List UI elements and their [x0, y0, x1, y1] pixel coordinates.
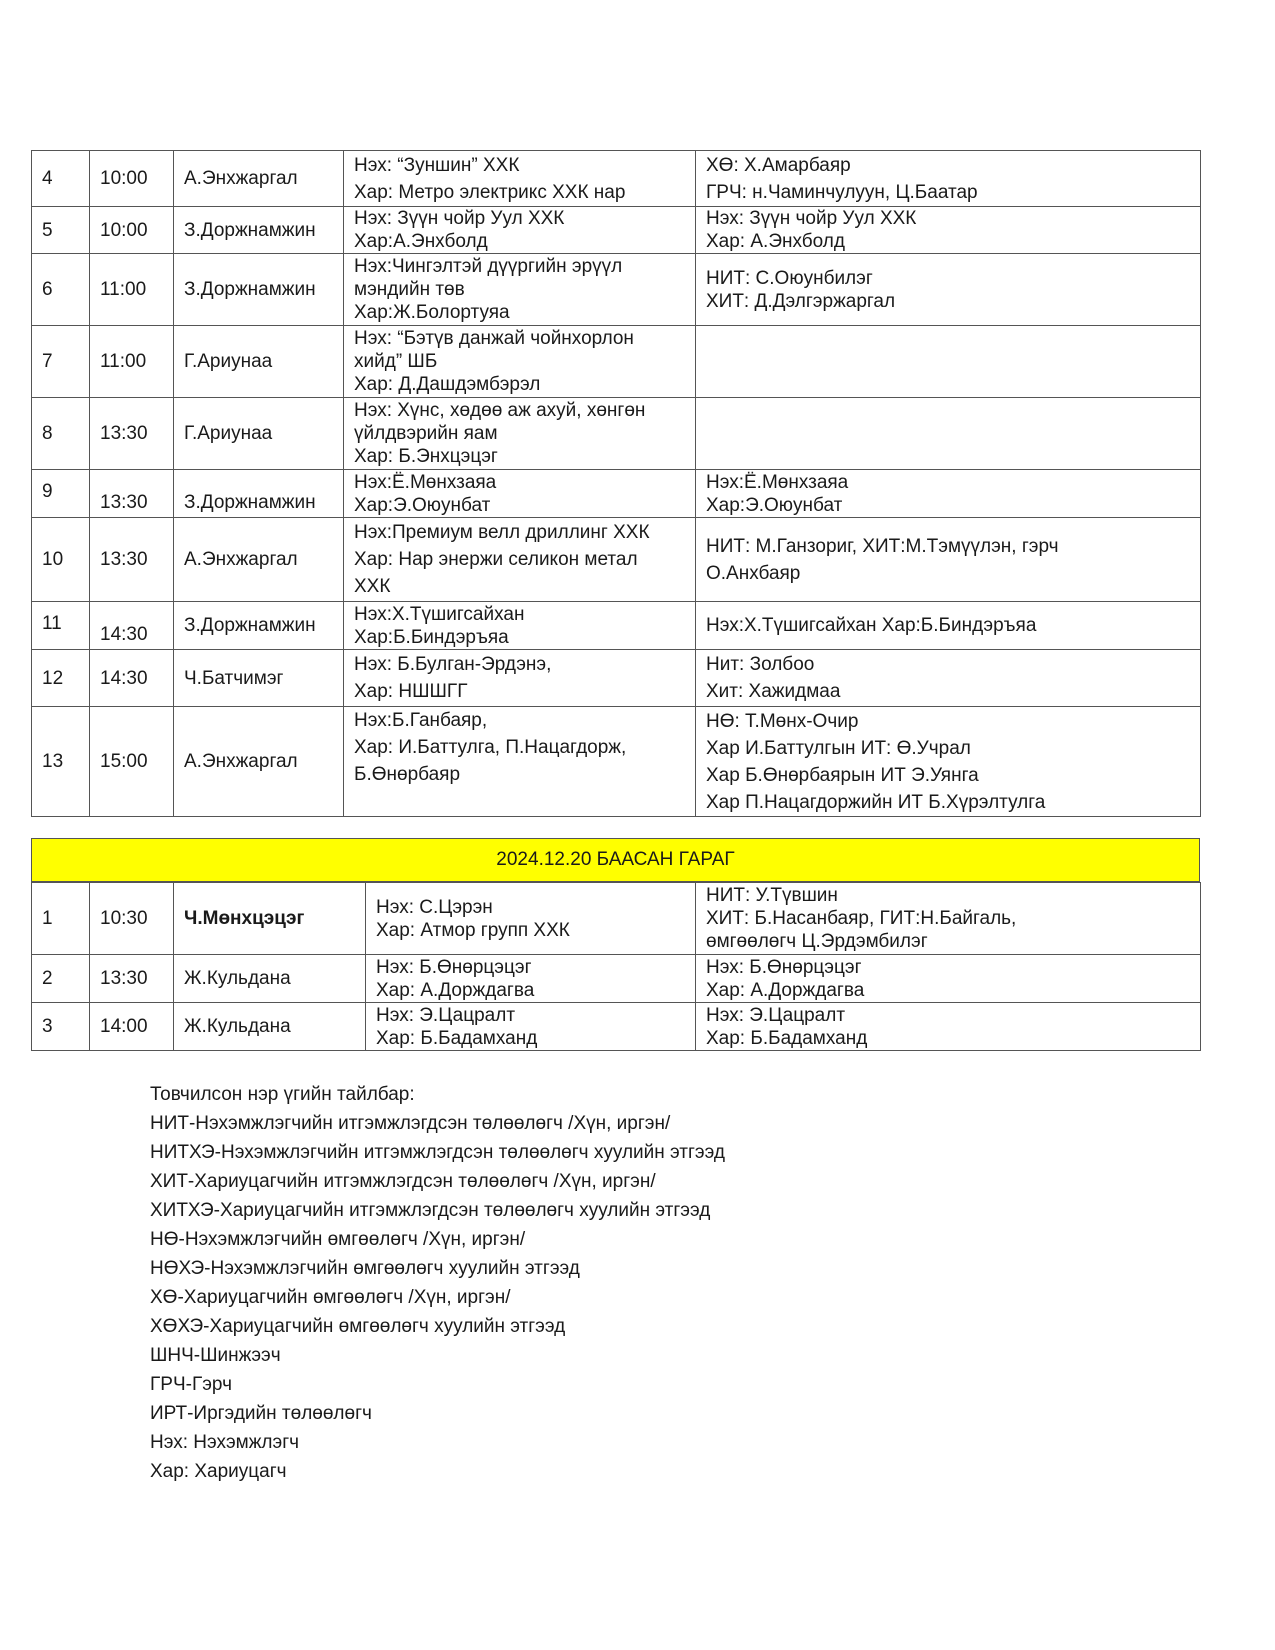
- schedule-table-dec20: [31, 882, 1201, 1051]
- parties-cell: [344, 470, 696, 518]
- parties-cell: [366, 955, 696, 1003]
- party-line: Б.Өнөрбаяр: [354, 764, 461, 785]
- hearing-time: 11:00: [90, 254, 174, 326]
- parties-cell: [344, 707, 696, 817]
- day-header: 2024.12.20 БААСАН ГАРАГ: [31, 838, 1200, 882]
- table-row: [32, 518, 1201, 602]
- party-line: Хар: И.Баттулга, П.Нацагдорж,: [354, 737, 627, 758]
- legend-item: ХӨХЭ-Хариуцагчийн өмгөөлөгч хуулийн этгээд: [150, 1316, 566, 1337]
- participant-line: ГРЧ: н.Чаминчулуун, Ц.Баатар: [706, 181, 978, 203]
- party-line: Нэх: Э.Цацралт: [376, 1004, 516, 1026]
- case-number: 8: [32, 398, 90, 470]
- participant-line: ХИТ: Д.Дэлгэржаргал: [706, 290, 896, 312]
- participant-line: НӨ: Т.Мөнх-Очир: [706, 710, 859, 732]
- case-number: 6: [32, 254, 90, 326]
- participant-line: Хар И.Баттулгын ИТ: Ө.Учрал: [706, 737, 971, 759]
- participants-cell: [696, 518, 1201, 602]
- party-line: Нэх: Хүнс, хөдөө аж ахуй, хөнгөн: [354, 400, 646, 421]
- participants-cell: [696, 207, 1201, 254]
- hearing-time: 13:30: [90, 518, 174, 602]
- participants-cell: [696, 650, 1201, 707]
- participant-line: Хит: Хажидмаа: [706, 681, 841, 702]
- participant-line: НИТ: У.Түвшин: [706, 885, 838, 906]
- parties-cell: [344, 254, 696, 326]
- case-number: 4: [32, 151, 90, 207]
- case-number: 11: [32, 602, 90, 650]
- table-row: [32, 326, 1201, 398]
- participants-cell: [696, 707, 1201, 817]
- parties-cell: [366, 883, 696, 955]
- party-line: Хар: Метро электрикс ХХК нар: [354, 181, 626, 203]
- legend-item: ГРЧ-Гэрч: [150, 1374, 232, 1395]
- case-number: 7: [32, 326, 90, 398]
- legend-item: Хар: Хариуцагч: [150, 1461, 287, 1482]
- party-line: Нэх: Б.Өнөрцэцэг: [376, 956, 532, 978]
- hearing-time: 13:30: [90, 398, 174, 470]
- legend-item: ХИТ-Хариуцагчийн итгэмжлэгдсэн төлөөлөгч /Хүн, иргэн/: [150, 1171, 656, 1192]
- party-line: ХХК: [354, 576, 391, 597]
- party-line: Хар: НШШГГ: [354, 681, 468, 702]
- party-line: Хар: Б.Энхцэцэг: [354, 446, 498, 467]
- abbreviation-legend: [150, 1080, 725, 1486]
- party-line: Нэх:Х.Түшигсайхан: [354, 603, 525, 625]
- participants-cell: [696, 398, 1201, 470]
- case-number: 1: [32, 883, 90, 955]
- participant-line: Нэх: Б.Өнөрцэцэг: [706, 956, 862, 978]
- legend-item: ХӨ-Хариуцагчийн өмгөөлөгч /Хүн, иргэн/: [150, 1287, 511, 1308]
- party-line: Хар:А.Энхболд: [354, 231, 488, 252]
- judge-name: Ж.Кульдана: [174, 955, 366, 1003]
- participant-line: Нэх:Ё.Мөнхзаяа: [706, 471, 849, 493]
- hearing-time: 10:30: [90, 883, 174, 955]
- schedule-table-dec19: [31, 150, 1201, 817]
- hearing-time: 15:00: [90, 707, 174, 817]
- parties-cell: [344, 151, 696, 207]
- parties-cell: [344, 207, 696, 254]
- judge-name: З.Доржнамжин: [174, 602, 344, 650]
- legend-item: Нэх: Нэхэмжлэгч: [150, 1432, 300, 1453]
- parties-cell: [366, 1003, 696, 1051]
- parties-cell: [344, 518, 696, 602]
- table-row: [32, 207, 1201, 254]
- parties-cell: [344, 650, 696, 707]
- table-row: [32, 955, 1201, 1003]
- party-line: Хар: А.Дорждагва: [376, 979, 535, 1001]
- judge-name: Ч.Батчимэг: [174, 650, 344, 707]
- case-number: 12: [32, 650, 90, 707]
- party-line: Нэх:Чингэлтэй дүүргийн эрүүл: [354, 256, 623, 277]
- judge-name: Ч.Мөнхцэцэг: [174, 883, 366, 955]
- hearing-time: 14:30: [90, 650, 174, 707]
- participants-cell: [696, 883, 1201, 955]
- party-line: Хар:Ж.Болортуяа: [354, 302, 510, 323]
- case-number: 9: [32, 470, 90, 518]
- case-number: 3: [32, 1003, 90, 1051]
- participant-line: ХӨ: Х.Амарбаяр: [706, 154, 851, 176]
- legend-item: ХИТХЭ-Хариуцагчийн итгэмжлэгдсэн төлөөлөгч хуулийн этгээд: [150, 1200, 711, 1221]
- legend-item: НӨ-Нэхэмжлэгчийн өмгөөлөгч /Хүн, иргэн/: [150, 1229, 526, 1250]
- party-line: Нэх: Зүүн чойр Уул ХХК: [354, 208, 565, 229]
- participant-line: Хар Б.Өнөрбаярын ИТ Э.Уянга: [706, 764, 979, 786]
- participants-cell: [696, 1003, 1201, 1051]
- party-line: Хар: Атмор групп ХХК: [376, 919, 570, 941]
- judge-name: А.Энхжаргал: [174, 518, 344, 602]
- judge-name: Г.Ариунаа: [174, 326, 344, 398]
- party-line: Хар:Э.Оюунбат: [354, 494, 491, 516]
- case-number: 5: [32, 207, 90, 254]
- hearing-time: 13:30: [90, 955, 174, 1003]
- parties-cell: [344, 398, 696, 470]
- participant-line: НИТ: М.Ганзориг, ХИТ:М.Тэмүүлэн, гэрч: [706, 535, 1059, 557]
- hearing-time: 14:30: [90, 602, 174, 650]
- hearing-time: 11:00: [90, 326, 174, 398]
- table-row: [32, 602, 1201, 650]
- participants-cell: [696, 151, 1201, 207]
- participant-line: НИТ: С.Оюунбилэг: [706, 267, 873, 289]
- party-line: Нэх:Б.Ганбаяр,: [354, 710, 488, 731]
- case-number: 10: [32, 518, 90, 602]
- party-line: Нэх:Премиум велл дриллинг ХХК: [354, 522, 650, 543]
- hearing-time: 14:00: [90, 1003, 174, 1051]
- case-number: 2: [32, 955, 90, 1003]
- party-line: мэндийн төв: [354, 279, 465, 300]
- party-line: Нэх: “Зуншин” ХХК: [354, 154, 520, 176]
- judge-name: Г.Ариунаа: [174, 398, 344, 470]
- participant-line: Хар: А.Дорждагва: [706, 979, 865, 1001]
- participant-line: Нэх: Зүүн чойр Уул ХХК: [706, 208, 917, 229]
- table-row: [32, 650, 1201, 707]
- participants-cell: [696, 254, 1201, 326]
- participant-line: Нэх:Х.Түшигсайхан Хар:Б.Биндэръяа: [706, 615, 1037, 636]
- participants-cell: [696, 470, 1201, 518]
- participant-line: Нит: Золбоо: [706, 654, 815, 675]
- judge-name: З.Доржнамжин: [174, 470, 344, 518]
- judge-name: А.Энхжаргал: [174, 707, 344, 817]
- participants-cell: [696, 326, 1201, 398]
- table-row: [32, 1003, 1201, 1051]
- table-row: [32, 883, 1201, 955]
- judge-name: Ж.Кульдана: [174, 1003, 366, 1051]
- hearing-time: 10:00: [90, 207, 174, 254]
- hearing-time: 10:00: [90, 151, 174, 207]
- judge-name: З.Доржнамжин: [174, 207, 344, 254]
- table-row: [32, 151, 1201, 207]
- party-line: Нэх: Б.Булган-Эрдэнэ,: [354, 654, 552, 675]
- table-row: [32, 707, 1201, 817]
- party-line: Нэх:Ё.Мөнхзаяа: [354, 471, 497, 493]
- parties-cell: [344, 326, 696, 398]
- participants-cell: [696, 602, 1201, 650]
- party-line: Хар: Б.Бадамханд: [376, 1027, 538, 1049]
- party-line: Хар:Б.Биндэръяа: [354, 626, 509, 648]
- party-line: хийд” ШБ: [354, 351, 438, 372]
- participant-line: ХИТ: Б.Насанбаяр, ГИТ:Н.Байгаль,: [706, 908, 1017, 929]
- party-line: Хар: Д.Дашдэмбэрэл: [354, 374, 541, 395]
- legend-item: ИРТ-Иргэдийн төлөөлөгч: [150, 1403, 372, 1424]
- judge-name: А.Энхжаргал: [174, 151, 344, 207]
- legend-item: ШНЧ-Шинжээч: [150, 1345, 281, 1366]
- table-row: [32, 470, 1201, 518]
- participant-line: өмгөөлөгч Ц.Эрдэмбилэг: [706, 931, 928, 952]
- participant-line: Хар:Э.Оюунбат: [706, 494, 843, 516]
- legend-item: НӨХЭ-Нэхэмжлэгчийн өмгөөлөгч хуулийн этгээд: [150, 1258, 580, 1279]
- party-line: Нэх: “Бэтүв данжай чойнхорлон: [354, 328, 634, 349]
- legend-item: НИТ-Нэхэмжлэгчийн итгэмжлэгдсэн төлөөлөгч /Хүн, иргэн/: [150, 1113, 671, 1134]
- participant-line: О.Анхбаяр: [706, 562, 801, 584]
- party-line: Нэх: С.Цэрэн: [376, 896, 493, 918]
- case-number: 13: [32, 707, 90, 817]
- legend-item: НИТХЭ-Нэхэмжлэгчийн итгэмжлэгдсэн төлөөлөгч хуулийн этгээд: [150, 1142, 725, 1163]
- participant-line: Хар: Б.Бадамханд: [706, 1027, 868, 1049]
- parties-cell: [344, 602, 696, 650]
- participant-line: Нэх: Э.Цацралт: [706, 1004, 846, 1026]
- legend-title: Товчилсон нэр үгийн тайлбар:: [150, 1084, 415, 1105]
- participants-cell: [696, 955, 1201, 1003]
- table-row: [32, 254, 1201, 326]
- party-line: Хар: Нар энержи селикон метал: [354, 549, 638, 570]
- judge-name: З.Доржнамжин: [174, 254, 344, 326]
- party-line: үйлдвэрийн яам: [354, 423, 498, 444]
- hearing-time: 13:30: [90, 470, 174, 518]
- participant-line: Хар: А.Энхболд: [706, 231, 845, 252]
- participant-line: Хар П.Нацагдоржийн ИТ Б.Хүрэлтулга: [706, 791, 1046, 813]
- table-row: [32, 398, 1201, 470]
